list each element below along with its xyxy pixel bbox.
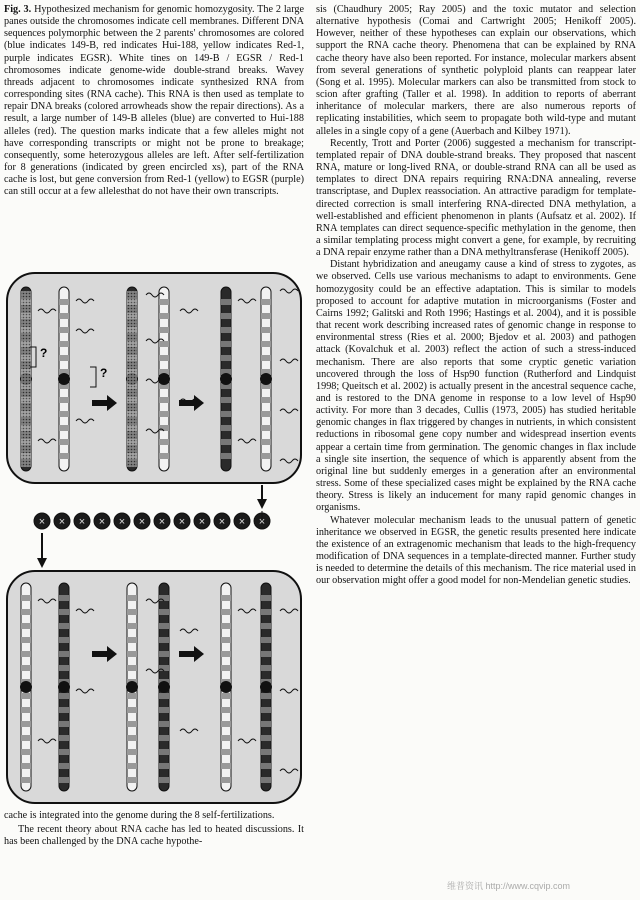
generation-marker: × bbox=[118, 516, 126, 528]
question-mark-2: ? bbox=[100, 366, 108, 380]
watermark: 维普资讯 http://www.cqvip.com bbox=[446, 881, 570, 891]
lower-cell-membrane bbox=[7, 571, 301, 803]
generation-marker: × bbox=[178, 516, 186, 528]
question-mark-1: ? bbox=[40, 346, 48, 360]
paragraph-2: Recently, Trott and Porter (2006) suggested a mechanism for transcript-templated repair of DNA double-strand breaks. They proposed that nascent RNA, mature or long-lived RNA, or double-strand RNA can all be used as templates to direct DNA repairs requiring RNA:DNA annealing, reverse transcriptase, and Duplex reassociation. An attractive paradigm for template-directed correction is small interfering RNA-directed DNA methylation, a well-established and efficient phenomenon in plants (Aufsatz et al. 2002). If RNA templates can direct sequence-specific methylation in the genome, then a similar templating process might convert a gene, for example, by recruiting a DNA repair enzyme rather than a DNA methyltransferase (Henikoff 2005). bbox=[316, 137, 636, 259]
upper-chromosome bbox=[260, 287, 272, 471]
generation-marker: × bbox=[258, 516, 266, 528]
right-column bbox=[316, 4, 636, 588]
upper-chromosome bbox=[58, 287, 70, 471]
paragraph-3: Distant hybridization and aneugamy cause a kind of stress to zygotes, as we observed. Cells use various mechanisms to adapt to environments. Gene homozygosity could be an effective adaptation. This is similar to models proposed to account for adaptive mutation in microorganisms (Foster and Cairns 1992; Galitski and Roth 1996; Hastings et al. 2004), and it is possible that recent work describing increased rates of genomic change in response to environmental stress (Ries et al. 2000; Bjedov et al. 2003) and pathogen attack (Kovalchuk et al. 2003) reflect the action of such a stress-induced mechanism. There are also reports that some cryptic genetic variation uncovered through the loss of Hsp90 function (Rutherford and Lindquist 1998; Queitsch et al. 2002) is actually present in the ancestral sequence cache, and is restored to the DNA genome in response to a low level of Hsp90 activity. For more than 3 decades, Cullis (1973, 2005) has studied heritable genomic changes in flax triggered by changes in nutrients, in which consistent reductions in ribosomal gene copy number and widespread insertion events appear a certain time from germination. The genomic changes in flax include a single site insertion, the sequence of which is apparently absent from the original line but suddenly emerges in a generation after an environmental stress. Some of these specialized cases might be explained by the RNA cache theory. Stress is likely an inducement for many rapid genomic changes in organisms. bbox=[316, 259, 636, 514]
generation-marker: × bbox=[238, 516, 246, 528]
generation-circle bbox=[94, 513, 110, 529]
generation-marker: × bbox=[158, 516, 166, 528]
left-bottom-text bbox=[4, 810, 304, 848]
upper-chromosome bbox=[220, 287, 232, 471]
upper-cell-membrane bbox=[7, 273, 301, 483]
generation-circle bbox=[54, 513, 70, 529]
figure-3-diagram bbox=[4, 271, 304, 806]
caption-label: Fig. 3. bbox=[4, 4, 32, 15]
generation-circle bbox=[154, 513, 170, 529]
paragraph-rna-cache-theory: The recent theory about RNA cache has led to heated discussions. It has been challenged by the DNA cache hypothe- bbox=[4, 824, 304, 848]
generation-marker: × bbox=[98, 516, 106, 528]
generation-circle bbox=[34, 513, 50, 529]
lower-chromosome bbox=[20, 583, 32, 791]
left-column bbox=[4, 4, 304, 199]
paragraph-1: sis (Chaudhury 2005; Ray 2005) and the toxic mutator and selection alternative hypothesis (Comai and Cartwright 2005; Henikoff 2005). However, neither of these hypotheses can explain our observations, which support the RNA cache theory. Phenomena that can be explained by RNA cache theory have also been reported. For instance, molecular markers absent from several generations of synthetic polyploid plants can reappear later (Song et al. 1995). Molecular markers can also be transmitted from stock to scion after grafting (Taller et al. 1998). In addition to reports of aberrant inheritance of molecular markers, there are also numerous reports of replicating instabilities, which seem to propagate both wild-type and mutant alleles in a single copy of a gene (Auerbach and Kilbey 1971). bbox=[316, 4, 636, 137]
generation-circle bbox=[74, 513, 90, 529]
generation-marker: × bbox=[218, 516, 226, 528]
generation-circle bbox=[194, 513, 210, 529]
generation-circle bbox=[234, 513, 250, 529]
generation-marker: × bbox=[138, 516, 146, 528]
generation-circle bbox=[114, 513, 130, 529]
caption-text: Hypothesized mechanism for genomic homozygosity. The 2 large panes outside the chromosomes indicate cell membranes. Different DNA sequences polymorphic between the 2 parents' chromosomes are colored (blue indicates 149-B, red indicates Hui-188, yellow indicates Red-1, purple indicates EGSR). White tines on 149-B / EGSR / Red-1 chromosomes indicate genome-wide double-strand breaks. Wavey threads adjacent to chromosomes indicate synthesized RNA from corresponding sites (RNA cache). This RNA is then used as template to repair DNA breaks (colored arrowheads show the repair directions). As a result, a large number of 149-B alleles (blue) are converted to Hui-188 alleles (red). The question marks indicate that a few alleles might not have corresponding transcripts or might not be prone to breakage; consequently, some heterozygous alleles are left. After self-fertilization for 8 generations (indicated by green encircled xs), part of the RNA cache is lost, but gene conversion from Red-1 (yellow) to EGSR (purple) can still occur at a few allelesthat do not have their own transcripts. bbox=[4, 4, 305, 198]
generation-marker: × bbox=[38, 516, 46, 528]
generation-marker: × bbox=[198, 516, 206, 528]
generation-marker: × bbox=[58, 516, 66, 528]
generation-circle bbox=[174, 513, 190, 529]
paragraph-4: Whatever molecular mechanism leads to the unusual pattern of genetic inheritance we observed in EGSR, the genetic results presented here indicate the existence of an extragenomic mechanism that leads to the high-frequency modification of DNA sequences in a template-directed manner. Further study is needed to determine the details of this mechanism. The rice material used in our observation might offer a good model for non-Mendelian genetic studies. bbox=[316, 514, 636, 587]
lower-chromosome bbox=[260, 583, 272, 791]
figure-caption bbox=[4, 4, 304, 199]
lower-chromosome bbox=[58, 583, 70, 791]
generation-circle bbox=[214, 513, 230, 529]
lower-chromosome bbox=[220, 583, 232, 791]
generation-circle bbox=[134, 513, 150, 529]
lower-chromosome bbox=[158, 583, 170, 791]
generation-marker: × bbox=[78, 516, 86, 528]
caption-continuation: cache is integrated into the genome during the 8 self-fertilizations. bbox=[4, 810, 275, 821]
self-fertilization-generations bbox=[34, 511, 270, 529]
lower-chromosome bbox=[126, 583, 138, 791]
